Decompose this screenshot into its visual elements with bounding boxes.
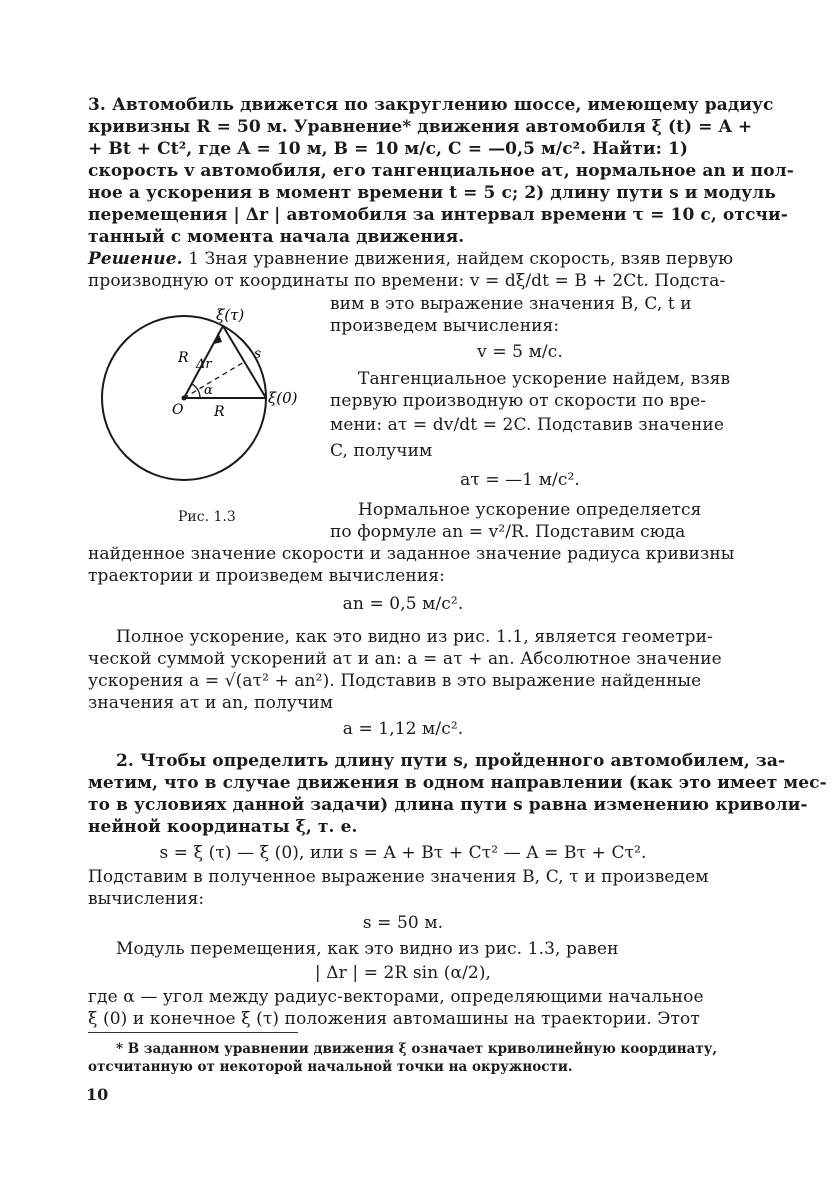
solution-line-26: Подставим в полученное выражение значения B, C, τ и произведем	[88, 867, 709, 887]
label-radius-1: R	[178, 350, 189, 366]
solution-line-16: Полное ускорение, как это видно из рис. 1.1, является геометри-	[116, 627, 713, 647]
solution-intro: 1 Зная уравнение движения, найдем скорость, взяв первую	[188, 249, 734, 269]
label-radius-2: R	[214, 404, 225, 420]
problem-line-3: + Bt + Ct², где A = 10 м, B = 10 м/с, C = —0,5 м/с². Найти: 1)	[88, 139, 689, 159]
page-number: 10	[86, 1085, 109, 1104]
solution-line-21: 2. Чтобы определить длину пути s, пройденного автомобилем, за-	[116, 751, 786, 771]
label-origin: O	[172, 402, 184, 418]
figure-1-3	[88, 300, 328, 500]
formula-a: a = 1,12 м/с².	[342, 719, 464, 739]
solution-line-8: мени: aτ = dv/dt = 2C. Подставив значение	[330, 415, 724, 435]
formula-a-n: an = 0,5 м/с².	[342, 594, 464, 614]
solution-line-11: Нормальное ускорение определяется	[358, 500, 702, 520]
solution-line-4: произведем вычисления:	[330, 316, 560, 336]
label-xi-tau: ξ(τ)	[216, 306, 245, 324]
solution-line-24: нейной координаты ξ, т. е.	[88, 817, 358, 837]
radius-arrowhead	[214, 332, 222, 344]
solution-line-12: по формуле an = v²/R. Подставим сюда	[330, 522, 686, 542]
solution-line-7: первую производную от скорости по вре-	[330, 391, 707, 411]
solution-line-13: найденное значение скорости и заданное значение радиуса кривизны	[88, 544, 735, 564]
footnote-rule	[88, 1032, 298, 1033]
problem-line-6: перемещения | Δr | автомобиля за интервал времени τ = 10 с, отсчи-	[88, 205, 788, 225]
formula-delta-r: | Δr | = 2R sin (α/2),	[314, 963, 492, 983]
label-arc-s: s	[254, 346, 262, 362]
formula-v: v = 5 м/с.	[477, 342, 563, 362]
problem-line-2: кривизны R = 50 м. Уравнение* движения автомобиля ξ (t) = A +	[88, 117, 753, 137]
solution-line-9: C, получим	[330, 441, 433, 461]
formula-a-tau: aτ = —1 м/с².	[460, 470, 580, 490]
solution-line-27: вычисления:	[88, 889, 205, 909]
formula-s: s = ξ (τ) — ξ (0), или s = A + Bτ + Cτ² — A = Bτ + Cτ².	[159, 843, 647, 863]
solution-line-19: значения aτ и an, получим	[88, 693, 334, 713]
solution-line-31: где α — угол между радиус-векторами, определяющими начальное	[88, 987, 704, 1007]
solution-line-32: ξ (0) и конечное ξ (τ) положения автомашины на траектории. Этот	[88, 1009, 700, 1029]
solution-line-17: ческой суммой ускорений aτ и an: a = aτ + an. Абсолютное значение	[88, 649, 722, 669]
solution-line-14: траектории и произведем вычисления:	[88, 566, 445, 586]
solution-line-1	[88, 248, 733, 270]
figure-caption: Рис. 1.3	[178, 509, 236, 525]
footnote-line-2: отсчитанную от некоторой начальной точки на окружности.	[88, 1059, 573, 1075]
solution-line-6: Тангенциальное ускорение найдем, взяв	[358, 369, 731, 389]
solution-line-2: производную от координаты по времени: v = dξ/dt = B + 2Ct. Подста-	[88, 271, 726, 291]
footnote-line-1: * В заданном уравнении движения ξ означает криволинейную координату,	[116, 1041, 718, 1057]
problem-line-5: ное a ускорения в момент времени t = 5 с; 2) длину пути s и модуль	[88, 183, 776, 203]
label-delta-r: Δr	[196, 357, 212, 372]
solution-label: Решение.	[88, 249, 183, 269]
problem-line-7: танный с момента начала движения.	[88, 227, 465, 247]
displacement-chord	[223, 326, 266, 398]
problem-line-4: скорость v автомобиля, его тангенциальное aτ, нормальное an и пол-	[88, 161, 794, 181]
solution-line-22: метим, что в случае движения в одном направлении (как это имеет мес-	[88, 773, 827, 793]
solution-line-29: Модуль перемещения, как это видно из рис. 1.3, равен	[116, 939, 619, 959]
problem-line-1: 3. Автомобиль движется по закруглению шоссе, имеющему радиус	[88, 95, 774, 115]
solution-line-3: вим в это выражение значения B, C, t и	[330, 294, 692, 314]
solution-line-23: то в условиях данной задачи) длина пути s равна изменению криволи-	[88, 795, 808, 815]
label-xi-zero: ξ(0)	[268, 389, 298, 407]
origin-dot	[182, 396, 187, 401]
label-alpha: α	[204, 383, 213, 398]
circle-diagram	[88, 300, 328, 500]
solution-line-18: ускорения a = √(aτ² + an²). Подставив в это выражение найденные	[88, 671, 702, 691]
formula-s-value: s = 50 м.	[362, 913, 444, 933]
